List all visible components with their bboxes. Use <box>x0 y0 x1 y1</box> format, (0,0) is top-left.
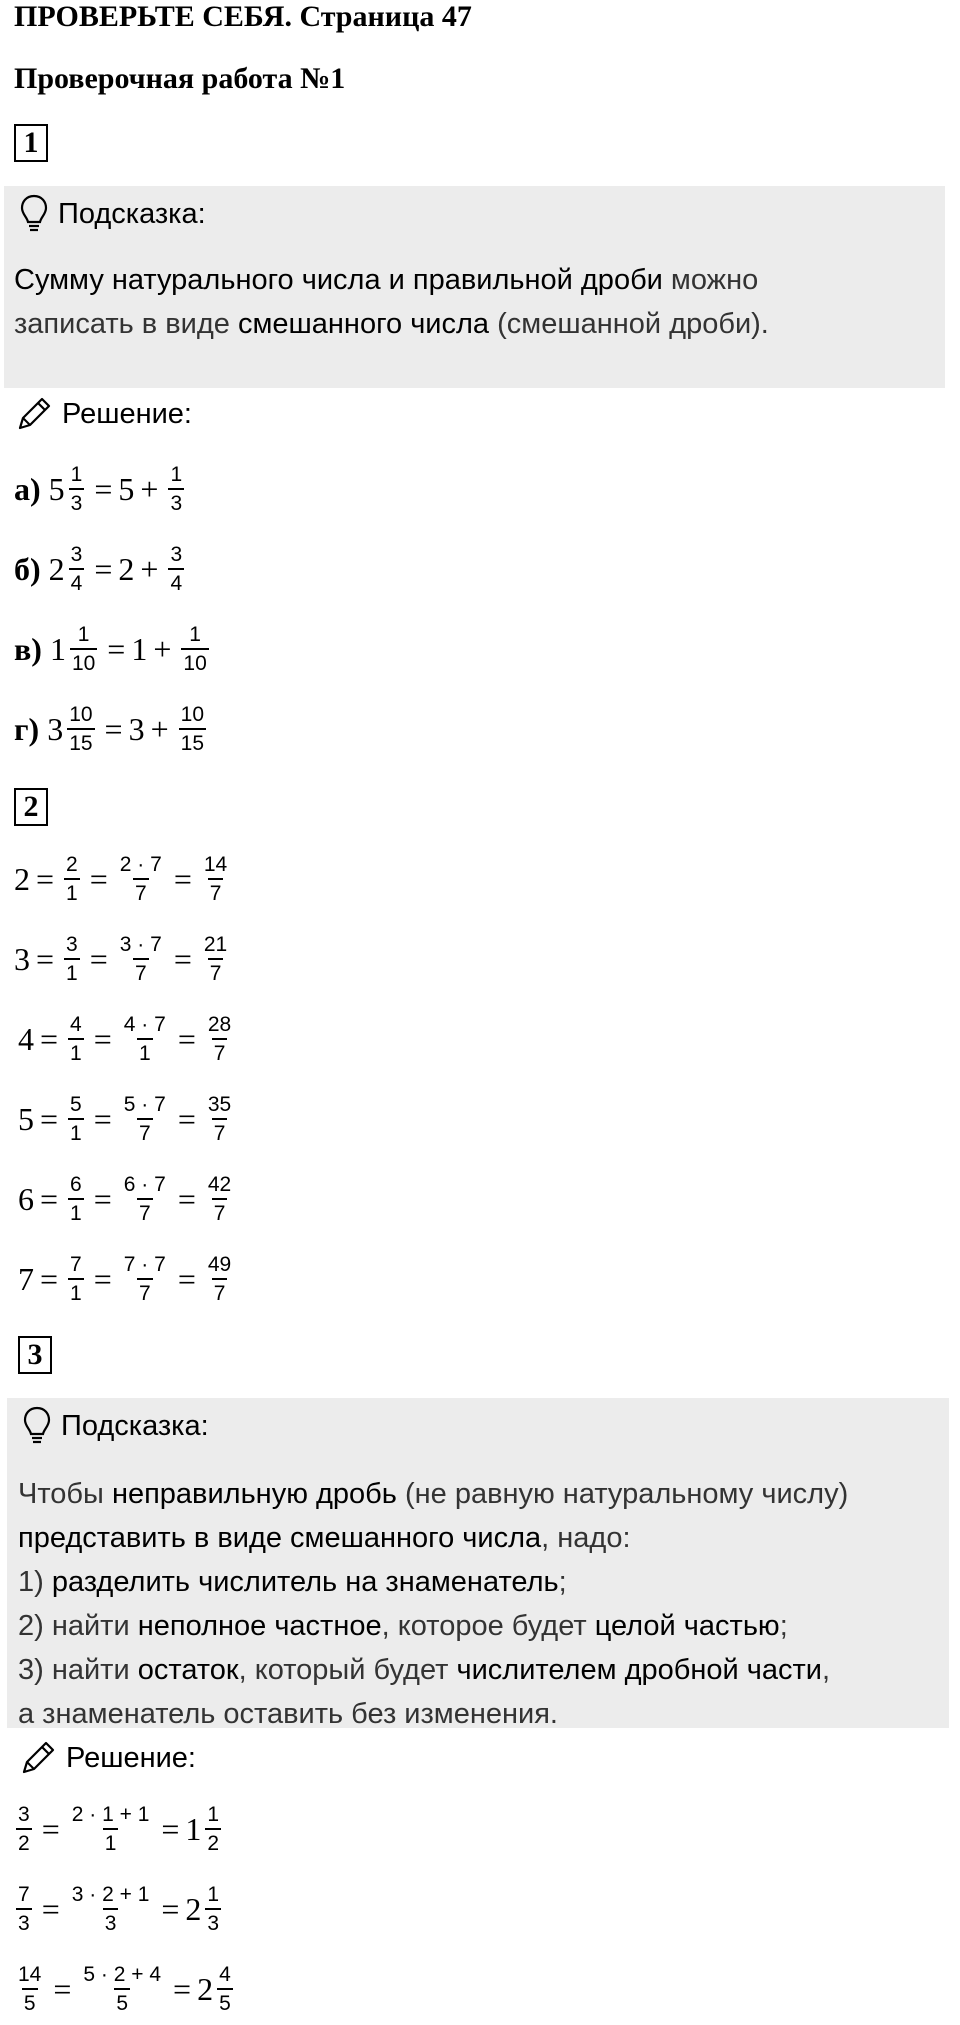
denominator: 7 <box>137 1278 153 1306</box>
equals-sign: = <box>41 1810 60 1847</box>
equals-sign: = <box>93 1020 112 1057</box>
plus-sign: + <box>140 470 159 507</box>
fraction <box>64 852 80 906</box>
denominator: 7 <box>137 1198 153 1226</box>
equation-row <box>12 1882 225 1936</box>
denominator: 1 <box>68 1118 84 1146</box>
equation-row <box>14 542 188 596</box>
numerator: 14 <box>203 853 228 876</box>
whole-part: 6 <box>18 1180 34 1217</box>
whole-part: 2 <box>185 1890 202 1927</box>
plus-sign: + <box>140 550 159 587</box>
numerator: 3 <box>18 1803 30 1826</box>
denominator: 5 <box>22 1988 38 2016</box>
solution-header-1 <box>14 394 192 434</box>
equals-sign: = <box>93 1100 112 1137</box>
hint-text: , <box>821 1654 831 1686</box>
denominator: 3 <box>16 1908 32 1936</box>
whole-part: 5 <box>118 470 135 507</box>
denominator: 7 <box>212 1038 228 1066</box>
hint-strong: Сумму натурального числа и правильной дроби <box>14 264 663 296</box>
whole-part: 5 <box>18 1100 34 1137</box>
hint-text: записать в виде <box>14 308 238 340</box>
whole-part: 7 <box>18 1260 34 1297</box>
equals-sign: = <box>40 1020 59 1057</box>
plus-sign: + <box>150 710 169 747</box>
denominator: 7 <box>137 1118 153 1146</box>
equation-row <box>14 702 210 756</box>
hint-text: ; <box>558 1566 567 1598</box>
hint-text: 2) найти <box>18 1610 138 1642</box>
numerator: 6 <box>70 1173 82 1196</box>
page-subtitle: Проверочная работа №1 <box>14 62 346 95</box>
whole-part: 3 <box>128 710 145 747</box>
denominator: 15 <box>67 728 94 756</box>
equals-sign: = <box>173 1970 192 2007</box>
numerator: 14 <box>18 1963 42 1986</box>
equals-sign: = <box>89 860 108 897</box>
hint-box-3 <box>7 1398 949 1728</box>
numerator: 21 <box>203 933 228 956</box>
denominator: 2 <box>205 1828 221 1856</box>
denominator: 1 <box>103 1828 119 1856</box>
whole-part: 1 <box>49 630 66 667</box>
numerator: 3 <box>70 543 83 566</box>
denominator: 7 <box>212 1198 228 1226</box>
equals-sign: = <box>93 1180 112 1217</box>
hint-text: , которое будет <box>381 1610 595 1642</box>
whole-part: 2 <box>14 860 30 897</box>
denominator: 3 <box>69 488 85 516</box>
hint-text: 1) <box>18 1566 52 1598</box>
equation-row <box>12 1802 225 1856</box>
equals-sign: = <box>40 1180 59 1217</box>
fraction <box>64 932 80 986</box>
row-label: г) <box>14 710 40 747</box>
numerator: 35 <box>207 1093 232 1116</box>
hint-strong: неполное частное <box>137 1610 382 1642</box>
whole-part: 3 <box>47 710 64 747</box>
denominator: 1 <box>68 1198 84 1226</box>
denominator: 3 <box>168 488 184 516</box>
hint-text-3 <box>18 1472 848 1736</box>
numerator: 7 · 7 <box>123 1253 166 1276</box>
numerator: 4 <box>70 1013 82 1036</box>
fraction <box>206 1252 233 1306</box>
numerator: 5 · 7 <box>123 1093 166 1116</box>
fraction <box>81 1962 163 2016</box>
numerator: 6 · 7 <box>123 1173 166 1196</box>
numerator: 28 <box>207 1013 232 1036</box>
numerator: 1 <box>70 463 83 486</box>
fraction <box>122 1172 168 1226</box>
hint-text: (не равную натуральному числу) <box>396 1478 849 1510</box>
fraction <box>118 852 164 906</box>
hint-strong: числителем дробной части <box>456 1654 822 1686</box>
solution-label-1: Решение: <box>62 397 192 430</box>
denominator: 4 <box>168 568 184 596</box>
fraction <box>206 1172 233 1226</box>
equals-sign: = <box>161 1890 180 1927</box>
equals-sign: = <box>107 630 126 667</box>
equals-sign: = <box>161 1810 180 1847</box>
fraction <box>205 1882 221 1936</box>
numerator: 2 <box>66 853 78 876</box>
equals-sign: = <box>94 470 113 507</box>
hint-text: ; <box>779 1610 788 1642</box>
hint-text: (смешанной дроби). <box>489 308 769 340</box>
denominator: 7 <box>208 878 224 906</box>
hint-strong: представить в виде смешанного числа <box>18 1522 542 1554</box>
denominator: 15 <box>179 728 206 756</box>
hint-text: , который будет <box>238 1654 457 1686</box>
denominator: 1 <box>68 1278 84 1306</box>
numerator: 4 <box>219 1963 231 1986</box>
plus-sign: + <box>153 630 172 667</box>
denominator: 3 <box>103 1908 119 1936</box>
equals-sign: = <box>40 1260 59 1297</box>
equation-row <box>14 622 213 676</box>
numerator: 1 <box>189 623 201 646</box>
equation-row <box>18 1012 237 1066</box>
denominator: 7 <box>212 1278 228 1306</box>
fraction <box>68 1172 84 1226</box>
numerator: 10 <box>180 703 204 726</box>
whole-part: 2 <box>118 550 135 587</box>
equals-sign: = <box>94 550 113 587</box>
whole-part: 3 <box>14 940 30 977</box>
fraction <box>202 852 229 906</box>
equals-sign: = <box>93 1260 112 1297</box>
equals-sign: = <box>36 940 55 977</box>
denominator: 7 <box>133 878 149 906</box>
numerator: 3 <box>66 933 78 956</box>
equals-sign: = <box>104 710 123 747</box>
hint-header-1 <box>20 194 206 234</box>
whole-part: 1 <box>131 630 148 667</box>
numerator: 2 · 1 + 1 <box>71 1803 150 1826</box>
equation-row <box>14 462 188 516</box>
solution-label-3: Решение: <box>66 1741 196 1774</box>
pencil-icon <box>18 1738 58 1778</box>
whole-part: 2 <box>48 550 65 587</box>
equation-row <box>12 1962 237 2016</box>
fraction <box>205 1802 221 1856</box>
equals-sign: = <box>173 860 192 897</box>
page-title: ПРОВЕРЬТЕ СЕБЯ. Страница 47 <box>14 0 472 33</box>
numerator: 3 · 7 <box>119 933 162 956</box>
fraction <box>202 932 229 986</box>
fraction <box>122 1252 168 1306</box>
fraction <box>122 1012 168 1066</box>
whole-part: 5 <box>48 470 65 507</box>
numerator: 3 · 2 + 1 <box>71 1883 150 1906</box>
hint-box-1 <box>4 186 945 388</box>
numerator: 1 <box>77 623 90 646</box>
equals-sign: = <box>177 1020 196 1057</box>
numerator: 7 <box>70 1253 82 1276</box>
task-number-3: 3 <box>18 1336 52 1374</box>
equals-sign: = <box>41 1890 60 1927</box>
pencil-icon <box>14 394 54 434</box>
whole-part: 1 <box>185 1810 202 1847</box>
fraction <box>118 932 164 986</box>
fraction <box>168 462 184 516</box>
numerator: 1 <box>207 1883 220 1906</box>
fraction <box>67 702 94 756</box>
denominator: 1 <box>137 1038 153 1066</box>
numerator: 4 · 7 <box>123 1013 166 1036</box>
lightbulb-icon <box>23 1406 51 1446</box>
hint-text: а знаменатель оставить без изменения. <box>18 1698 558 1730</box>
hint-label-1: Подсказка: <box>58 197 206 230</box>
numerator: 49 <box>207 1253 232 1276</box>
hint-text-1 <box>14 258 769 346</box>
fraction <box>68 1012 84 1066</box>
fraction <box>16 1882 32 1936</box>
fraction <box>69 462 85 516</box>
hint-strong: разделить числитель на знаменатель <box>51 1566 559 1598</box>
fraction <box>168 542 184 596</box>
numerator: 42 <box>207 1173 232 1196</box>
hint-label-3: Подсказка: <box>61 1409 209 1442</box>
numerator: 5 · 2 + 4 <box>83 1963 162 1986</box>
fraction <box>69 542 85 596</box>
hint-strong: неправильную дробь <box>111 1478 397 1510</box>
numerator: 2 · 7 <box>119 853 162 876</box>
equals-sign: = <box>177 1180 196 1217</box>
hint-text: , надо: <box>541 1522 631 1554</box>
task-number-2: 2 <box>14 788 48 826</box>
denominator: 1 <box>68 1038 84 1066</box>
fraction <box>16 1802 32 1856</box>
numerator: 3 <box>170 543 183 566</box>
equals-sign: = <box>177 1260 196 1297</box>
denominator: 5 <box>114 1988 130 2016</box>
denominator: 1 <box>64 878 80 906</box>
denominator: 1 <box>64 958 80 986</box>
equals-sign: = <box>53 1970 72 2007</box>
numerator: 5 <box>70 1093 82 1116</box>
fraction <box>122 1092 168 1146</box>
equation-row <box>14 932 233 986</box>
row-label: б) <box>14 550 41 587</box>
hint-strong: смешанного числа <box>237 308 490 340</box>
equation-row <box>18 1092 237 1146</box>
denominator: 10 <box>181 648 208 676</box>
hint-text: Чтобы <box>18 1478 112 1510</box>
denominator: 4 <box>69 568 85 596</box>
hint-header-3 <box>23 1406 209 1446</box>
fraction <box>70 1802 152 1856</box>
hint-strong: целой частью <box>594 1610 780 1642</box>
whole-part: 4 <box>18 1020 34 1057</box>
equals-sign: = <box>177 1100 196 1137</box>
numerator: 1 <box>207 1803 220 1826</box>
hint-text: можно <box>662 264 759 296</box>
denominator: 7 <box>133 958 149 986</box>
denominator: 2 <box>16 1828 32 1856</box>
whole-part: 2 <box>197 1970 214 2007</box>
fraction <box>68 1092 84 1146</box>
fraction <box>217 1962 233 2016</box>
equals-sign: = <box>36 860 55 897</box>
numerator: 1 <box>170 463 183 486</box>
fraction <box>70 1882 152 1936</box>
equation-row <box>18 1172 237 1226</box>
denominator: 7 <box>212 1118 228 1146</box>
hint-text: 3) найти <box>18 1654 138 1686</box>
equals-sign: = <box>173 940 192 977</box>
denominator: 5 <box>217 1988 233 2016</box>
fraction <box>68 1252 84 1306</box>
hint-strong: остаток <box>137 1654 239 1686</box>
denominator: 7 <box>208 958 224 986</box>
equation-row <box>14 852 233 906</box>
denominator: 3 <box>205 1908 221 1936</box>
fraction <box>181 622 208 676</box>
equals-sign: = <box>40 1100 59 1137</box>
denominator: 10 <box>70 648 97 676</box>
fraction <box>206 1092 233 1146</box>
numerator: 10 <box>69 703 93 726</box>
fraction <box>179 702 206 756</box>
equation-row <box>18 1252 237 1306</box>
fraction <box>206 1012 233 1066</box>
lightbulb-icon <box>20 194 48 234</box>
row-label: а) <box>14 470 41 507</box>
equals-sign: = <box>89 940 108 977</box>
numerator: 7 <box>18 1883 30 1906</box>
row-label: в) <box>14 630 42 667</box>
solution-header-3 <box>18 1738 196 1778</box>
fraction <box>16 1962 43 2016</box>
task-number-1: 1 <box>14 124 48 162</box>
fraction <box>70 622 97 676</box>
